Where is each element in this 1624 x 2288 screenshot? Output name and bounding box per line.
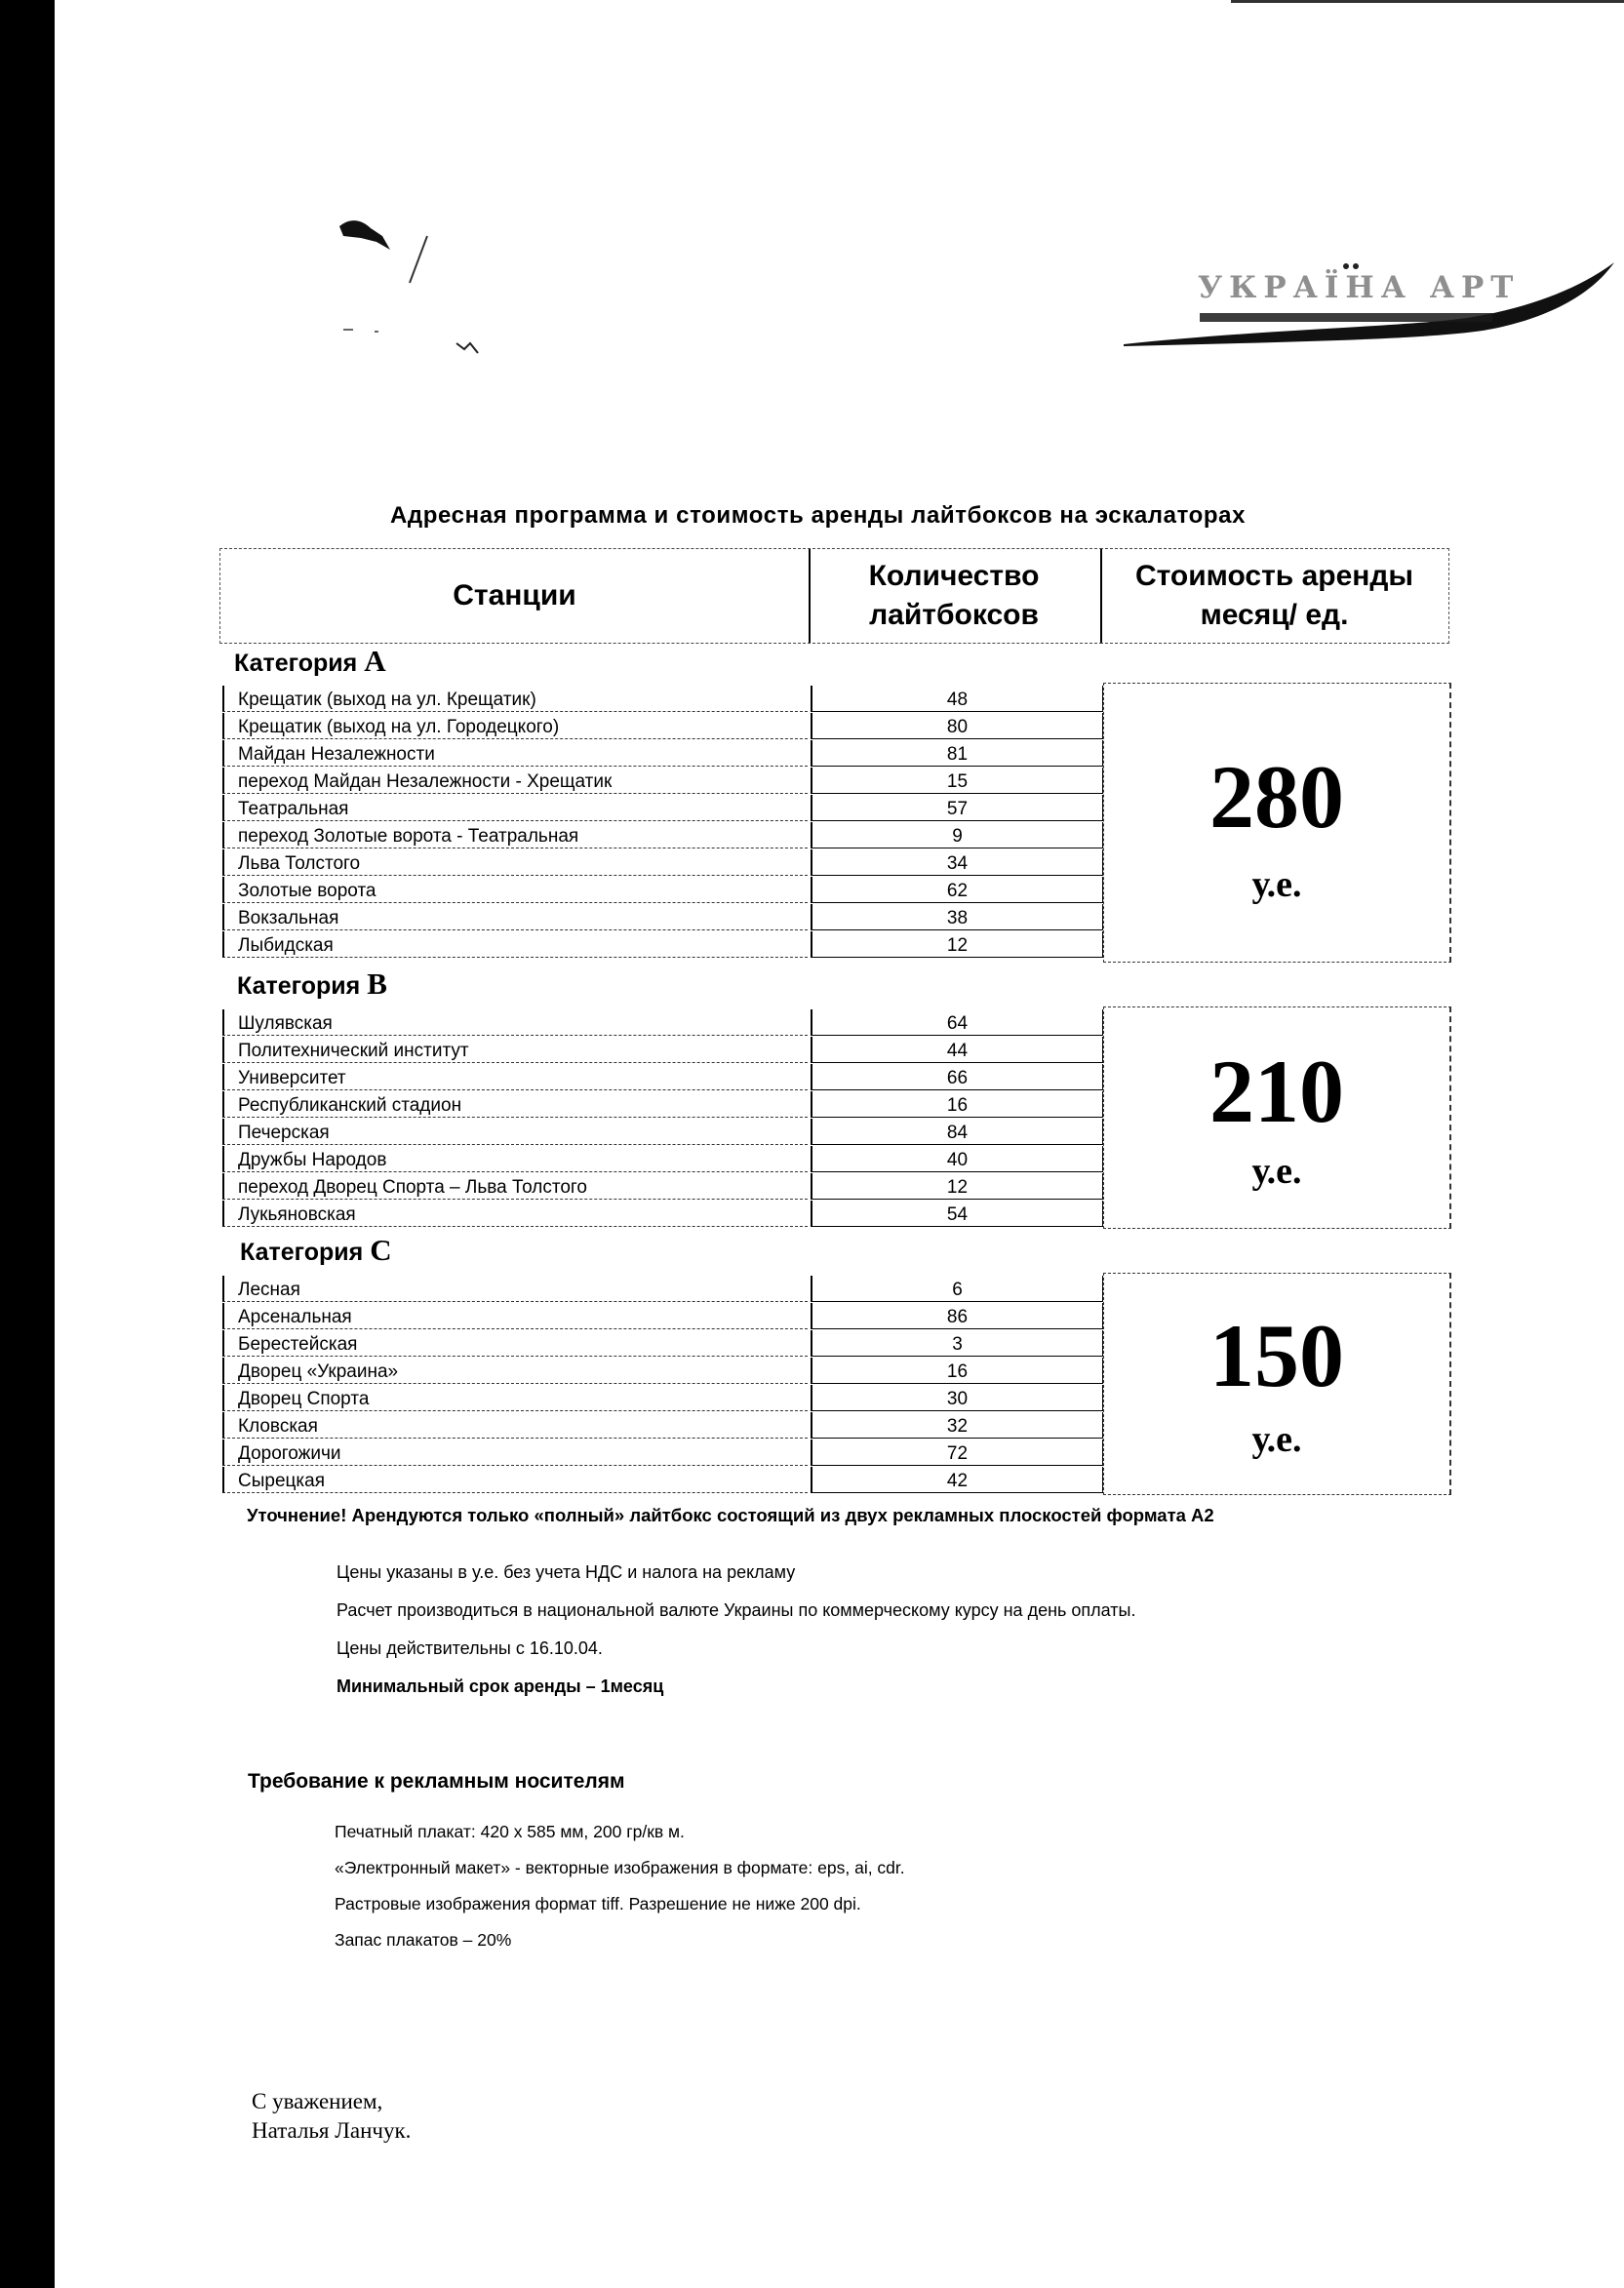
lightbox-count: 12	[811, 1173, 1103, 1200]
station-name: Сырецкая	[222, 1467, 808, 1493]
signature-name: Наталья Ланчук.	[252, 2118, 412, 2143]
price-value: 280	[1209, 747, 1344, 847]
header-rental-price: Стоимость аренды месяц/ ед.	[1100, 548, 1449, 644]
category-label: Категория	[234, 650, 358, 677]
category-b-price	[1103, 1006, 1451, 1229]
category-c-price	[1103, 1273, 1451, 1495]
table-row	[222, 1091, 1105, 1119]
table-row	[222, 1201, 1105, 1228]
table-row	[222, 877, 1105, 904]
station-name: Крещатик (выход на ул. Крещатик)	[222, 686, 808, 712]
station-name: Льва Толстого	[222, 849, 808, 876]
category-letter: A	[364, 644, 386, 678]
scan-edge	[0, 0, 55, 2288]
table-row	[222, 1467, 1105, 1494]
category-a-price	[1103, 683, 1451, 963]
lightbox-count: 54	[811, 1201, 1103, 1227]
station-name: Шулявская	[222, 1009, 808, 1036]
lightbox-count: 86	[811, 1303, 1103, 1329]
category-label: Категория	[237, 972, 361, 1000]
table-row	[222, 849, 1105, 877]
table-row	[222, 1330, 1105, 1358]
terms-item: Минимальный срок аренды – 1месяц	[337, 1677, 664, 1696]
station-name: Лыбидская	[222, 931, 808, 958]
terms-item: Цены указаны в у.е. без учета НДС и налога на рекламу	[337, 1562, 796, 1582]
table-row	[222, 795, 1105, 822]
requirement-item: Печатный плакат: 420 x 585 мм, 200 гр/кв м.	[335, 1822, 685, 1841]
lightbox-count: 30	[811, 1385, 1103, 1411]
station-name: переход Дворец Спорта – Льва Толстого	[222, 1173, 808, 1200]
lightbox-count: 9	[811, 822, 1103, 848]
table-row	[222, 904, 1105, 931]
table-row	[222, 713, 1105, 740]
table-row	[222, 1440, 1105, 1467]
price-value: 210	[1209, 1042, 1344, 1141]
table-row	[222, 931, 1105, 959]
price-unit: у.е.	[1251, 1419, 1302, 1460]
category-b-section	[222, 1009, 1453, 1229]
rental-note: Уточнение! Арендуются только «полный» лайтбокс состоящий из двух рекламных плоскостей формата А2	[247, 1505, 1214, 1525]
requirement-item: Растровые изображения формат tiff. Разрешение не ниже 200 dpi.	[335, 1894, 861, 1913]
requirements-list	[335, 1820, 905, 1964]
lightbox-count: 40	[811, 1146, 1103, 1172]
category-letter: B	[367, 966, 387, 1001]
terms-list	[337, 1560, 1135, 1713]
station-name: переход Золотые ворота - Театральная	[222, 822, 808, 848]
category-c-rows	[222, 1276, 1105, 1494]
lightbox-count: 48	[811, 686, 1103, 712]
lightbox-count: 38	[811, 904, 1103, 930]
station-name: Республиканский стадион	[222, 1091, 808, 1118]
category-a-rows	[222, 686, 1105, 959]
station-name: Арсенальная	[222, 1303, 808, 1329]
company-logo	[1122, 249, 1624, 356]
table-row	[222, 1385, 1105, 1412]
lightbox-count: 57	[811, 795, 1103, 821]
station-name: Университет	[222, 1064, 808, 1090]
lightbox-count: 34	[811, 849, 1103, 876]
lightbox-count: 44	[811, 1037, 1103, 1063]
table-header	[219, 548, 1450, 642]
category-letter: C	[370, 1233, 392, 1267]
requirements-title: Требование к рекламным носителям	[248, 1770, 625, 1793]
table-row	[222, 822, 1105, 849]
table-row	[222, 1037, 1105, 1064]
category-b-title	[237, 966, 387, 1002]
category-c-title	[240, 1233, 392, 1268]
station-name: Кловская	[222, 1412, 808, 1439]
lightbox-count: 15	[811, 768, 1103, 794]
lightbox-count: 32	[811, 1412, 1103, 1439]
category-c-section	[222, 1276, 1453, 1495]
station-name: Дворец Спорта	[222, 1385, 808, 1411]
station-name: Дружбы Народов	[222, 1146, 808, 1172]
station-name: переход Майдан Незалежности - Хрещатик	[222, 768, 808, 794]
table-row	[222, 1173, 1105, 1201]
lightbox-count: 64	[811, 1009, 1103, 1036]
station-name: Дворец «Украина»	[222, 1358, 808, 1384]
terms-item: Расчет производиться в национальной валюте Украины по коммерческому курсу на день оплаты.	[337, 1600, 1136, 1620]
signature-greeting: С уважением,	[252, 2089, 383, 2113]
lightbox-count: 81	[811, 740, 1103, 767]
lightbox-count: 16	[811, 1091, 1103, 1118]
table-row	[222, 686, 1105, 713]
price-unit: у.е.	[1251, 1151, 1302, 1192]
requirement-item: «Электронный макет» - векторные изображения в формате: eps, ai, cdr.	[335, 1858, 905, 1877]
price-unit: у.е.	[1251, 864, 1302, 905]
lightbox-count: 66	[811, 1064, 1103, 1090]
lightbox-count: 12	[811, 931, 1103, 958]
lightbox-count: 62	[811, 877, 1103, 903]
price-value: 150	[1209, 1306, 1344, 1405]
signature-block	[252, 2087, 411, 2146]
station-name: Печерская	[222, 1119, 808, 1145]
lightbox-count: 16	[811, 1358, 1103, 1384]
station-name: Лукьяновская	[222, 1201, 808, 1227]
station-name: Майдан Незалежности	[222, 740, 808, 767]
station-name: Крещатик (выход на ул. Городецкого)	[222, 713, 808, 739]
lightbox-count: 80	[811, 713, 1103, 739]
table-row	[222, 1303, 1105, 1330]
table-row	[222, 1412, 1105, 1440]
table-row	[222, 1064, 1105, 1091]
terms-item: Цены действительны с 16.10.04.	[337, 1638, 603, 1658]
lightbox-count: 3	[811, 1330, 1103, 1357]
lightbox-count: 6	[811, 1276, 1103, 1302]
table-row	[222, 1119, 1105, 1146]
table-row	[222, 1276, 1105, 1303]
station-name: Политехнический институт	[222, 1037, 808, 1063]
document-title: Адресная программа и стоимость аренды лайтбоксов на эскалаторах	[390, 502, 1247, 529]
category-label: Категория	[240, 1239, 364, 1266]
table-row	[222, 740, 1105, 768]
table-row	[222, 768, 1105, 795]
category-a-section	[222, 686, 1453, 960]
table-row	[222, 1146, 1105, 1173]
lightbox-count: 42	[811, 1467, 1103, 1493]
header-lightbox-count: Количество лайтбоксов	[808, 548, 1102, 644]
logo-text: УКРАЇНА АРТ	[1198, 270, 1521, 305]
category-a-title	[234, 644, 386, 679]
top-rule	[1231, 0, 1624, 3]
station-name: Вокзальная	[222, 904, 808, 930]
header-stations: Станции	[219, 548, 811, 644]
station-name: Дорогожичи	[222, 1440, 808, 1466]
lightbox-count: 84	[811, 1119, 1103, 1145]
station-name: Театральная	[222, 795, 808, 821]
category-b-rows	[222, 1009, 1105, 1228]
station-name: Берестейская	[222, 1330, 808, 1357]
lightbox-count: 72	[811, 1440, 1103, 1466]
station-name: Золотые ворота	[222, 877, 808, 903]
station-name: Лесная	[222, 1276, 808, 1302]
corner-mark-graphic	[332, 215, 497, 361]
table-row	[222, 1009, 1105, 1037]
table-row	[222, 1358, 1105, 1385]
requirement-item: Запас плакатов – 20%	[335, 1930, 512, 1950]
